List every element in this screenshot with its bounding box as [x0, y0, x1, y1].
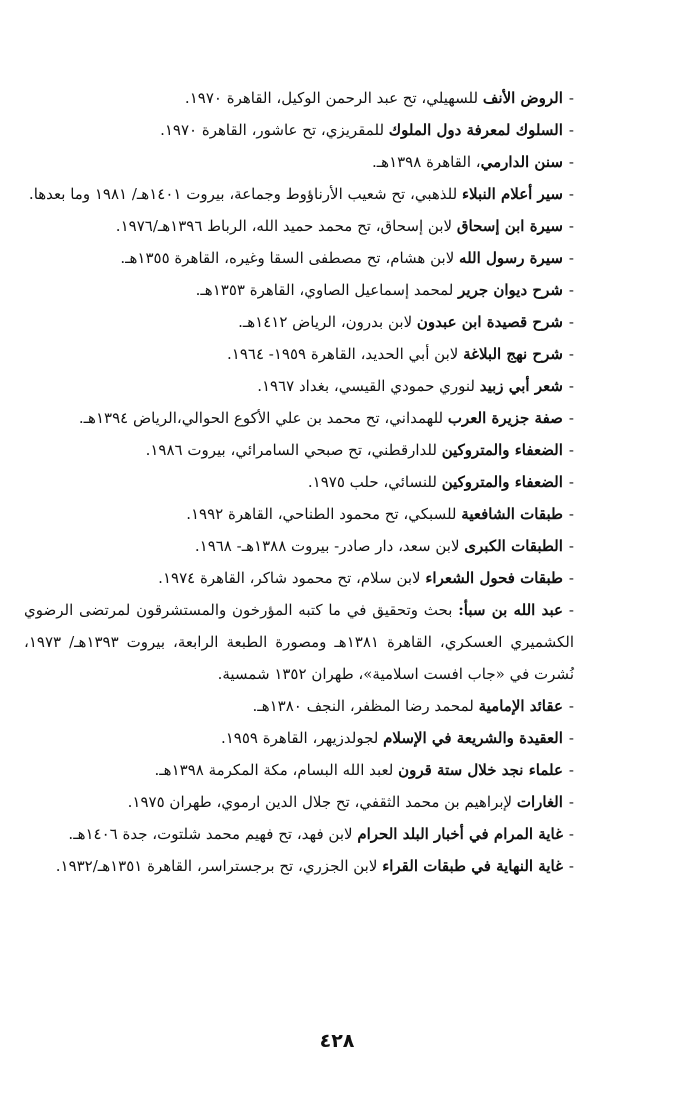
- entry-details: للسهيلي، تح عبد الرحمن الوكيل، القاهرة ١٩٧٠.: [184, 89, 483, 107]
- bibliography-entry: [24, 402, 574, 434]
- entry-title: شرح نهج البلاغة: [463, 345, 563, 363]
- entry-title: شرح قصيدة ابن عبدون: [416, 313, 563, 331]
- entry-dash: -: [568, 569, 574, 587]
- bibliography-list: [24, 82, 574, 882]
- entry-title: شرح ديوان جرير: [458, 281, 563, 299]
- entry-details: للهمداني، تح محمد بن علي الأكوع الحوالي،الرياض ١٣٩٤هـ.: [78, 409, 448, 427]
- entry-details: لمحمد رضا المظفر، النجف ١٣٨٠هـ.: [252, 697, 479, 715]
- entry-title: طبقات الشافعية: [461, 505, 563, 523]
- bibliography-entry: [24, 786, 574, 818]
- entry-details: لابن سلام، تح محمود شاكر، القاهرة ١٩٧٤.: [158, 569, 426, 587]
- entry-dash: -: [568, 281, 574, 299]
- entry-dash: -: [568, 345, 574, 363]
- entry-details: بحث وتحقيق في ما كتبه المؤرخون والمستشرقون لمرتضى الرضوي الكشميري العسكري، القاهرة ١٣٨١هـ ومصورة الطبعة الرابعة، بيروت ١٣٩٣هـ/ ١٩٧٣، نُشرت في «جاب افست اسلامية»، طهران ١٣٥٢ شمسية.: [24, 601, 574, 683]
- bibliography-entry: [24, 178, 574, 210]
- entry-details: للمقريزي، تح عاشور، القاهرة ١٩٧٠.: [160, 121, 389, 139]
- entry-title: الضعفاء والمتروكين: [441, 473, 563, 491]
- bibliography-entry: [24, 562, 574, 594]
- entry-title: الطبقات الكبرى: [464, 537, 563, 555]
- bibliography-entry: [24, 818, 574, 850]
- bibliography-entry: [24, 210, 574, 242]
- bibliography-entry: [24, 594, 574, 690]
- entry-dash: -: [568, 217, 574, 235]
- entry-details: لابن الجزري، تح برجستراسر، القاهرة ١٣٥١هـ/١٩٣٢.: [55, 857, 383, 875]
- entry-title: علماء نجد خلال ستة قرون: [398, 761, 563, 779]
- entry-details: للذهبي، تح شعيب الأرناؤوط وجماعة، بيروت ١٤٠١هـ/ ١٩٨١ وما بعدها.: [28, 185, 462, 203]
- entry-dash: -: [568, 441, 574, 459]
- bibliography-entry: [24, 274, 574, 306]
- bibliography-entry: [24, 754, 574, 786]
- entry-dash: -: [568, 761, 574, 779]
- entry-details: للنسائي، حلب ١٩٧٥.: [307, 473, 442, 491]
- bibliography-entry: [24, 370, 574, 402]
- bibliography-entry: [24, 850, 574, 882]
- entry-dash: -: [568, 377, 574, 395]
- entry-details: لنوري حمودي القيسي، بغداد ١٩٦٧.: [257, 377, 480, 395]
- bibliography-entry: [24, 722, 574, 754]
- bibliography-entry: [24, 114, 574, 146]
- bibliography-entry: [24, 530, 574, 562]
- entry-dash: -: [568, 537, 574, 555]
- entry-details: للسبكي، تح محمود الطناحي، القاهرة ١٩٩٢.: [186, 505, 462, 523]
- entry-dash: -: [568, 601, 574, 619]
- entry-dash: -: [568, 729, 574, 747]
- entry-dash: -: [568, 473, 574, 491]
- entry-details: لعبد الله البسام، مكة المكرمة ١٣٩٨هـ.: [154, 761, 399, 779]
- entry-dash: -: [568, 249, 574, 267]
- entry-title: غاية المرام في أخبار البلد الحرام: [357, 825, 563, 843]
- entry-dash: -: [568, 793, 574, 811]
- entry-dash: -: [568, 825, 574, 843]
- entry-dash: -: [568, 505, 574, 523]
- entry-dash: -: [568, 409, 574, 427]
- entry-details: لابن بدرون، الرياض ١٤١٢هـ.: [238, 313, 417, 331]
- entry-title: الروض الأنف: [482, 89, 563, 107]
- entry-dash: -: [568, 89, 574, 107]
- entry-details: لجولدزيهر، القاهرة ١٩٥٩.: [220, 729, 384, 747]
- entry-dash: -: [568, 313, 574, 331]
- entry-title: عقائد الإمامية: [478, 697, 563, 715]
- page-number: ٤٢٨: [319, 1030, 355, 1052]
- entry-details: لابن سعد، دار صادر- بيروت ١٣٨٨هـ- ١٩٦٨.: [194, 537, 465, 555]
- entry-title: العقيدة والشريعة في الإسلام: [383, 729, 563, 747]
- bibliography-entry: [24, 466, 574, 498]
- entry-title: غاية النهاية في طبقات القراء: [382, 857, 563, 875]
- entry-dash: -: [568, 697, 574, 715]
- entry-title: السلوك لمعرفة دول الملوك: [388, 121, 563, 139]
- entry-title: عبد الله بن سبأ:: [458, 601, 563, 619]
- entry-title: صفة جزيرة العرب: [447, 409, 563, 427]
- entry-details: لابن فهد، تح فهيم محمد شلتوت، جدة ١٤٠٦هـ.: [68, 825, 358, 843]
- entry-details: للدارقطني، تح صبحي السامرائي، بيروت ١٩٨٦.: [145, 441, 442, 459]
- entry-title: سيرة ابن إسحاق: [456, 217, 563, 235]
- bibliography-entry: [24, 498, 574, 530]
- bibliography-entry: [24, 82, 574, 114]
- entry-title: الغارات: [516, 793, 563, 811]
- entry-details: ، القاهرة ١٣٩٨هـ.: [371, 153, 481, 171]
- bibliography-entry: [24, 146, 574, 178]
- entry-title: سنن الدارمي: [480, 153, 563, 171]
- entry-title: سيرة رسول الله: [459, 249, 563, 267]
- entry-dash: -: [568, 185, 574, 203]
- bibliography-entry: [24, 306, 574, 338]
- entry-dash: -: [568, 857, 574, 875]
- entry-title: شعر أبي زبيد: [479, 377, 563, 395]
- entry-dash: -: [568, 121, 574, 139]
- entry-details: لإبراهيم بن محمد الثقفي، تح جلال الدين ارموي، طهران ١٩٧٥.: [127, 793, 517, 811]
- entry-dash: -: [568, 153, 574, 171]
- bibliography-entry: [24, 434, 574, 466]
- entry-title: طبقات فحول الشعراء: [425, 569, 563, 587]
- entry-details: لابن أبي الحديد، القاهرة ١٩٥٩- ١٩٦٤.: [227, 345, 464, 363]
- entry-details: لابن إسحاق، تح محمد حميد الله، الرباط ١٣٩٦هـ/١٩٧٦.: [115, 217, 457, 235]
- entry-title: الضعفاء والمتروكين: [441, 441, 563, 459]
- bibliography-entry: [24, 242, 574, 274]
- entry-details: لابن هشام، تح مصطفى السقا وغيره، القاهرة ١٣٥٥هـ.: [120, 249, 460, 267]
- bibliography-entry: [24, 338, 574, 370]
- entry-details: لمحمد إسماعيل الصاوي، القاهرة ١٣٥٣هـ.: [195, 281, 459, 299]
- bibliography-entry: [24, 690, 574, 722]
- entry-title: سير أعلام النبلاء: [461, 185, 563, 203]
